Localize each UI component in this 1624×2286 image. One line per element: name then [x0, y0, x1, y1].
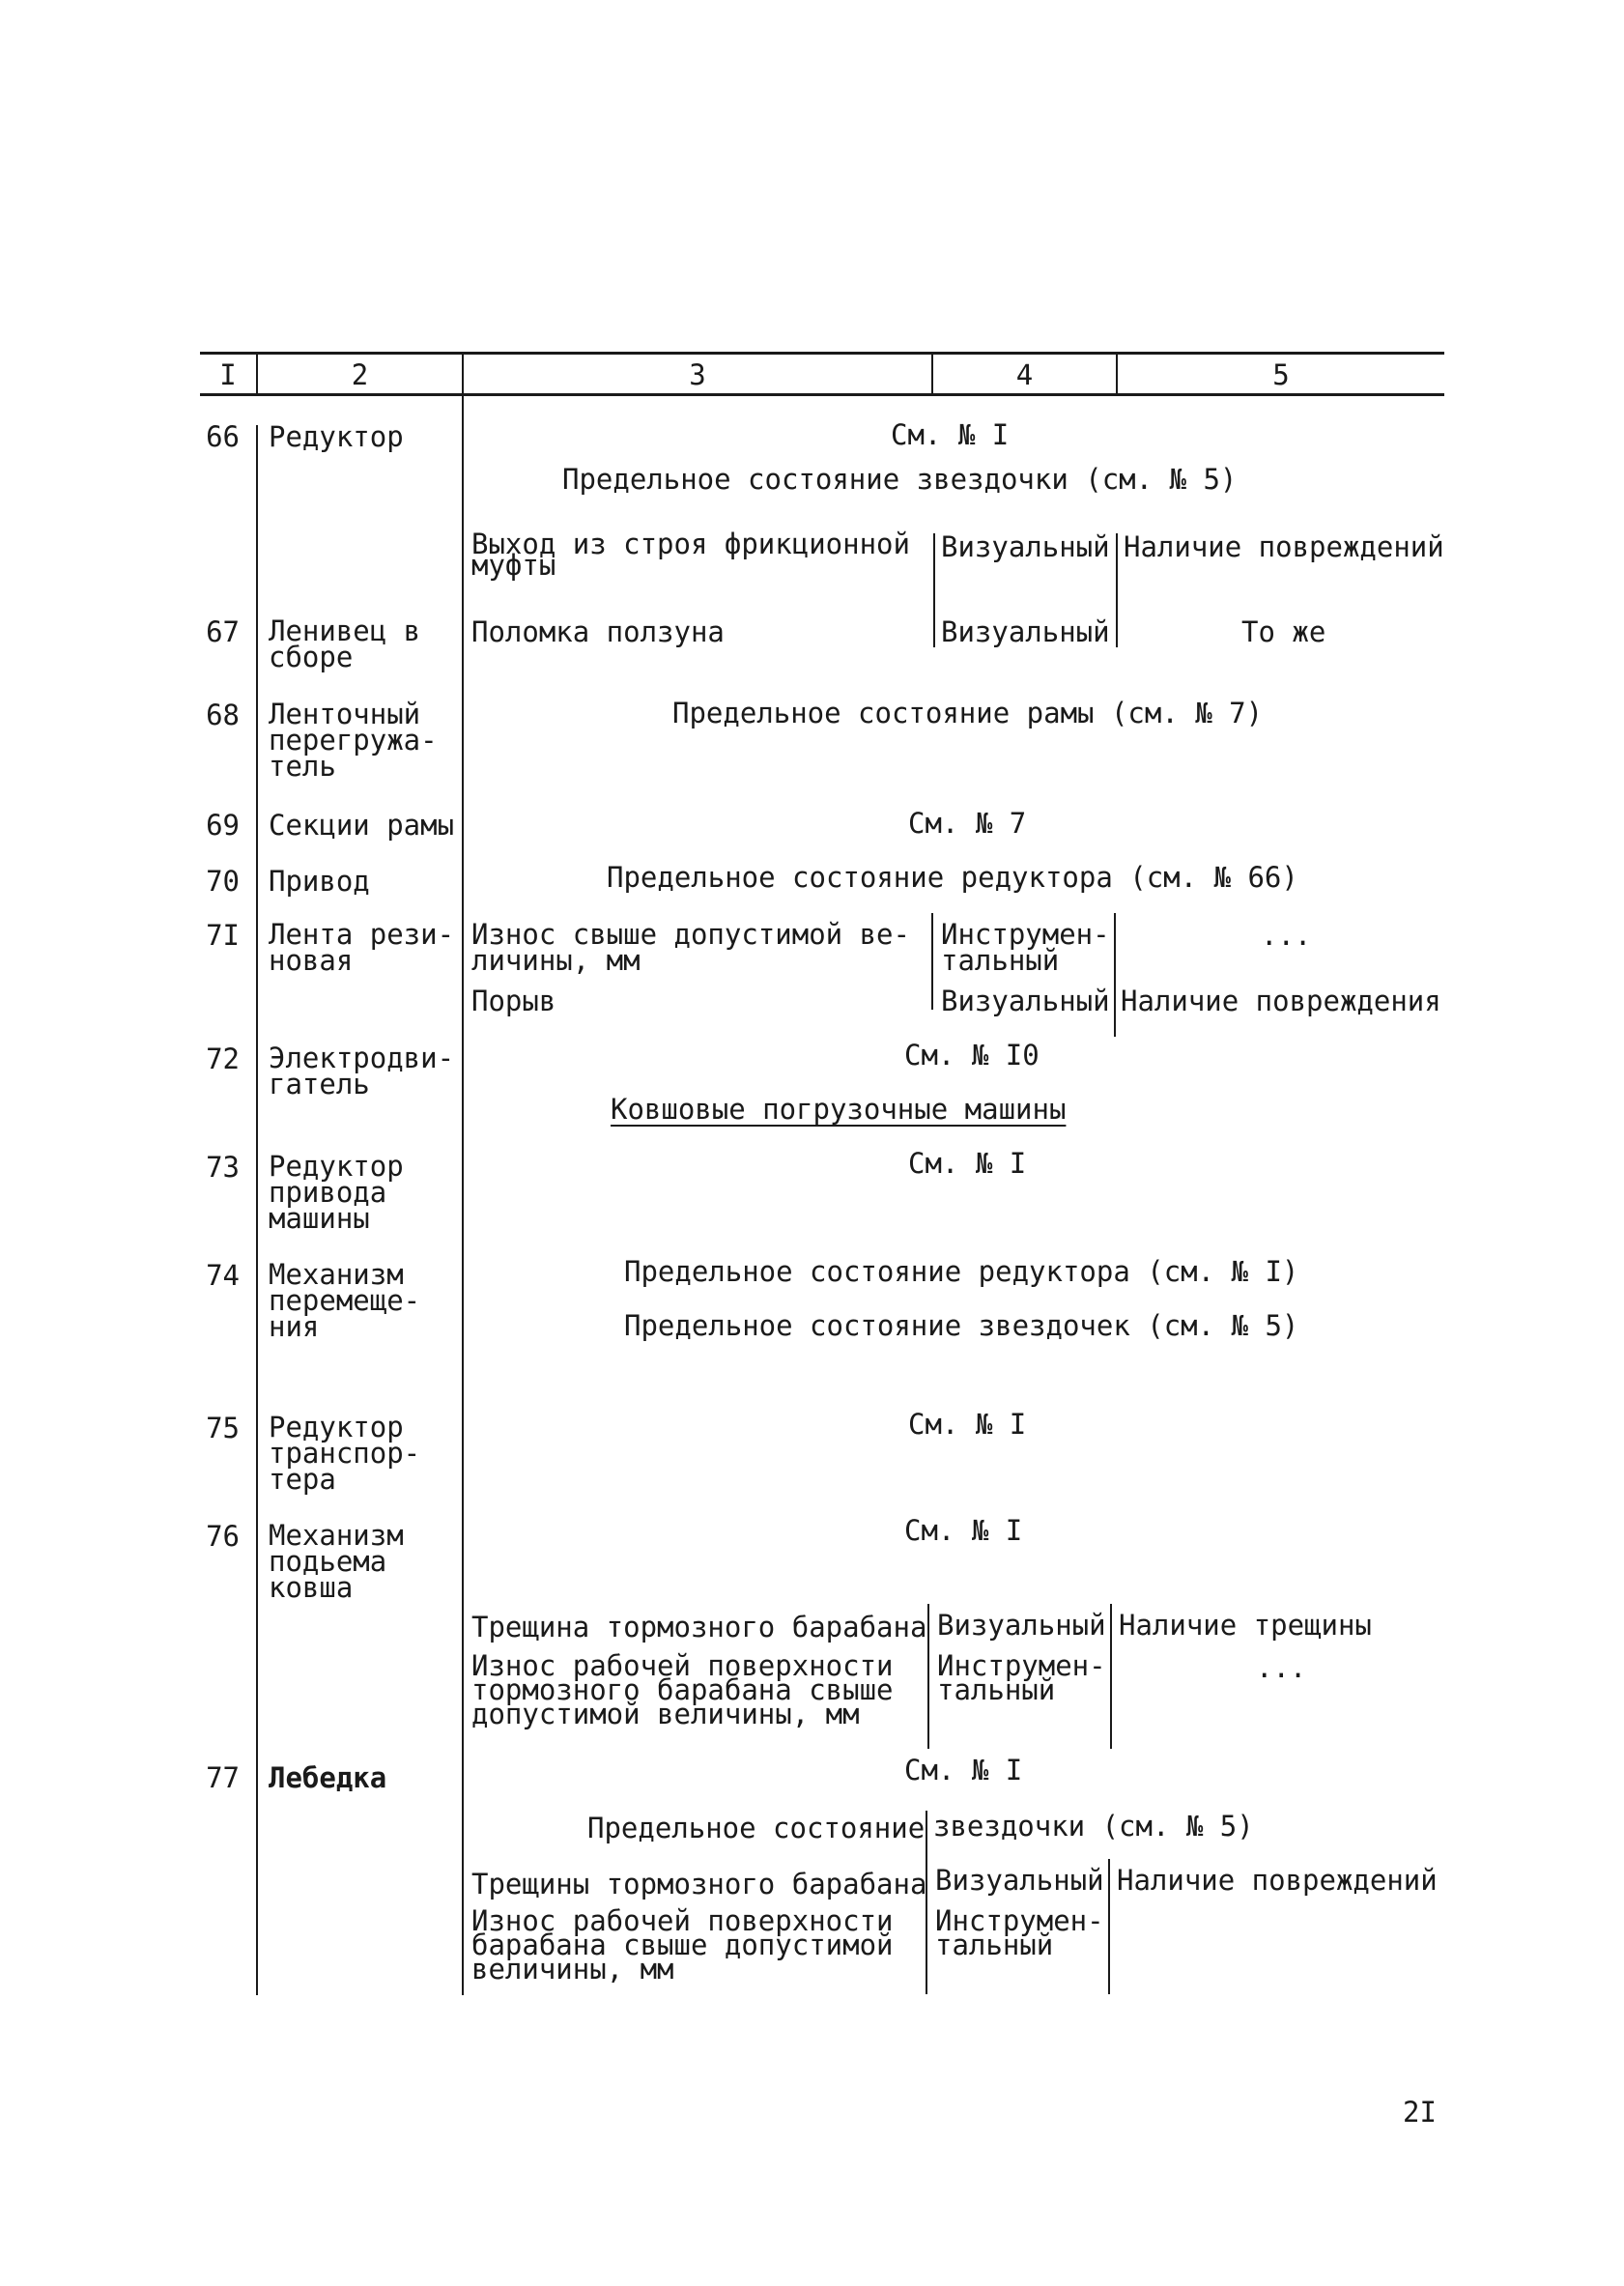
row-77-method-2: Инструмен- тальный — [935, 1904, 1104, 1961]
row-75-number: 75 — [206, 1412, 240, 1444]
header-col-2: 2 — [351, 358, 369, 391]
row-72-number: 72 — [206, 1043, 240, 1075]
row-67-method: Визуальный — [941, 615, 1110, 648]
header-bottom-rule — [200, 393, 1444, 396]
row-74-limit-1: Предельное состояние редуктора (см. № I) — [624, 1255, 1299, 1288]
row-77-defect-2: Износ рабочей поверхности барабана свыше допустимой величины, мм — [471, 1904, 894, 1986]
row-67-defect: Поломка ползуна — [471, 615, 725, 648]
row-66-method: Визуальный — [941, 530, 1110, 563]
row-70-name: Привод — [269, 865, 370, 898]
row-66-defect: Выход из строя фрикционной муфты — [471, 528, 910, 582]
row-71-name: Лента рези- новая — [269, 918, 455, 977]
header-col-4: 4 — [1015, 358, 1034, 391]
row-71-defect-2: Порыв — [471, 985, 556, 1017]
row-76-number: 76 — [206, 1520, 240, 1553]
row-71-method-2: Визуальный — [941, 985, 1110, 1017]
row-68-limit: Предельное состояние рамы (см. № 7) — [672, 697, 1264, 729]
r71-col5-rule — [1114, 913, 1116, 1037]
row-76-method-2: Инструмен- тальный — [937, 1649, 1106, 1706]
row-76-defect-1: Трещина тормозного барабана — [471, 1611, 927, 1643]
row-76-criterion-1: Наличие трещины — [1119, 1609, 1372, 1642]
row-66-limit: Предельное состояние звездочки (см. № 5) — [562, 463, 1238, 496]
row-66-number: 66 — [206, 420, 240, 453]
r66-col5-rule — [1116, 533, 1118, 647]
row-71-criterion-2: Наличие повреждения — [1121, 985, 1441, 1017]
row-74-number: 74 — [206, 1259, 240, 1292]
section-heading: Ковшовые погрузочные машины — [611, 1093, 1067, 1126]
row-76-criterion-2: ... — [1256, 1651, 1307, 1684]
row-69-name: Секции рамы — [269, 809, 455, 842]
r76-col5-rule — [1110, 1604, 1112, 1749]
r77-col5-rule — [1108, 1859, 1110, 1994]
header-col-5: 5 — [1272, 358, 1290, 391]
header-col-3: 3 — [689, 358, 706, 391]
row-71-method-1: Инструмен- тальный — [941, 918, 1110, 977]
row-77-criterion-1: Наличие повреждений — [1117, 1864, 1438, 1897]
row-67-name: Ленивец в сборе — [269, 614, 421, 673]
col2-left-rule — [256, 425, 258, 1995]
row-68-name: Ленточный перегружа- тель — [269, 698, 438, 783]
row-73-name: Редуктор привода машины — [269, 1150, 404, 1235]
row-76-method-1: Визуальный — [937, 1609, 1106, 1642]
row-66-criterion: Наличие повреждений — [1124, 530, 1444, 563]
header-col-1: I — [219, 358, 237, 391]
row-69-number: 69 — [206, 809, 240, 842]
row-77-limit-a: Предельное состояние — [587, 1812, 926, 1844]
row-67-number: 67 — [206, 615, 240, 648]
row-70-number: 70 — [206, 865, 240, 898]
r66-col4-rule — [933, 533, 935, 647]
row-66-ref: См. № I — [891, 418, 1010, 451]
r71-col4-rule — [931, 913, 933, 1010]
row-77-ref: См. № I — [904, 1754, 1023, 1786]
row-76-defect-2: Износ рабочей поверхности тормозного барабана свыше допустимой величины, мм — [471, 1649, 894, 1730]
row-71-criterion-1: ... — [1261, 919, 1312, 952]
row-77-limit-b: звездочки (см. № 5) — [933, 1810, 1254, 1843]
row-76-name: Механизм подьема ковша — [269, 1519, 404, 1604]
row-68-number: 68 — [206, 699, 240, 731]
row-74-limit-2: Предельное состояние звездочек (см. № 5) — [624, 1309, 1299, 1342]
page-number: 2I — [1403, 2096, 1437, 2129]
row-66-name: Редуктор — [269, 420, 404, 453]
row-77-name: Лебедка — [269, 1761, 387, 1794]
header-top-rule — [200, 352, 1444, 355]
row-73-ref: См. № I — [908, 1147, 1027, 1180]
row-77-method-1: Визуальный — [935, 1864, 1104, 1897]
r76-col4-rule — [927, 1604, 929, 1749]
row-70-limit: Предельное состояние редуктора (см. № 66) — [607, 861, 1298, 894]
row-75-name: Редуктор транспор- тера — [269, 1411, 421, 1496]
row-72-ref: См. № I0 — [904, 1039, 1040, 1072]
row-72-name: Электродви- гатель — [269, 1042, 455, 1100]
row-73-number: 73 — [206, 1151, 240, 1184]
row-77-defect-1: Трещины тормозного барабана — [471, 1868, 927, 1900]
row-71-number: 7I — [206, 919, 240, 952]
r77-col4-rule — [926, 1811, 927, 1994]
col3-left-rule — [462, 396, 464, 1995]
row-76-ref: См. № I — [904, 1514, 1023, 1547]
row-75-ref: См. № I — [908, 1408, 1027, 1441]
row-74-name: Механизм перемеще- ния — [269, 1258, 421, 1343]
row-77-number: 77 — [206, 1761, 240, 1794]
row-71-defect-1: Износ свыше допустимой ве- личины, мм — [471, 918, 910, 977]
row-67-criterion: То же — [1241, 615, 1326, 648]
row-69-ref: См. № 7 — [908, 807, 1027, 840]
